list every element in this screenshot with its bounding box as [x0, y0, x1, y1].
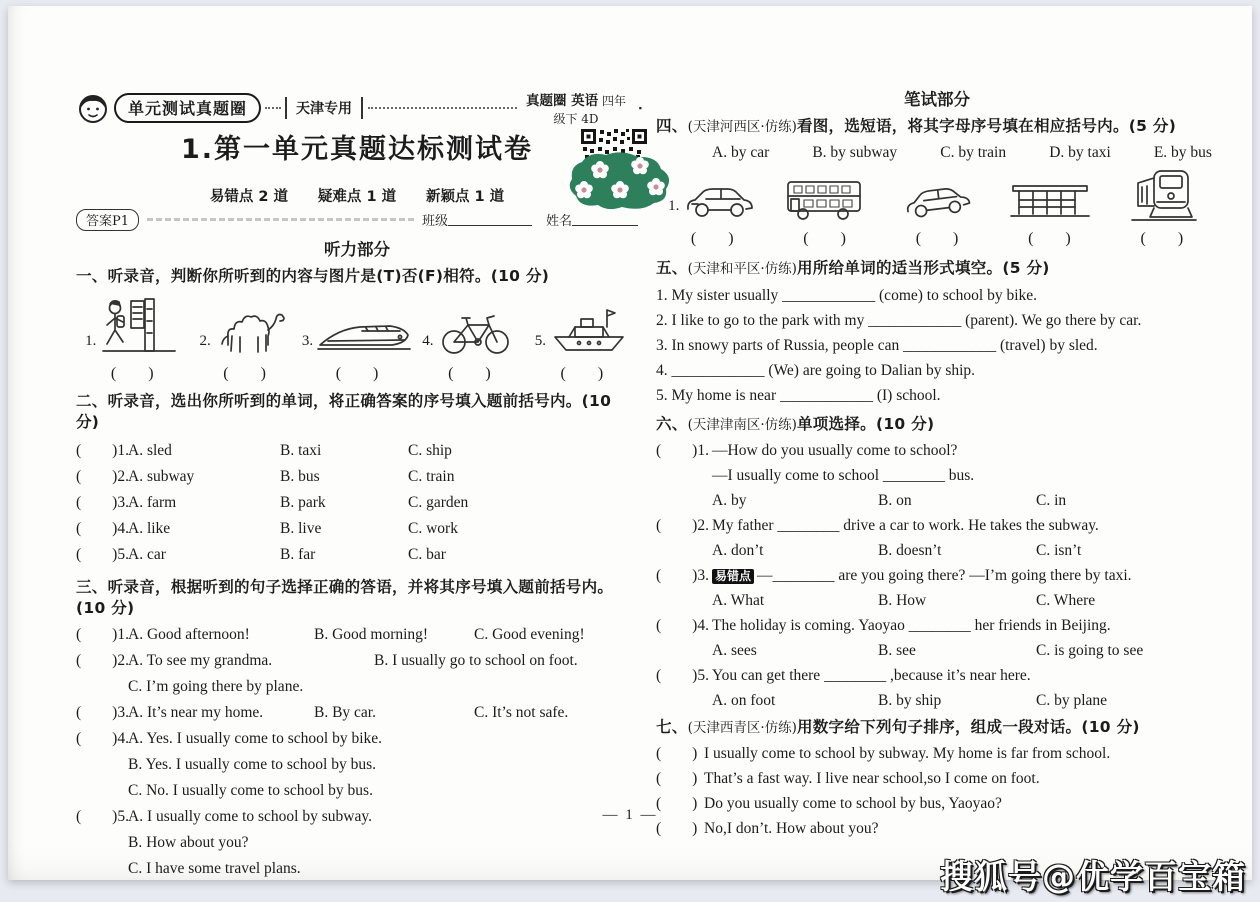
- part4-heading: [656, 116, 1218, 138]
- bicycle-icon: [437, 309, 517, 362]
- answer-bracket: ( )1.: [76, 626, 129, 643]
- name-label: 姓名: [545, 214, 572, 229]
- answer-bracket: ( )4.: [76, 730, 129, 747]
- option-c: C. No. I usually come to school by bus.: [128, 782, 373, 799]
- option-a: A. Yes. I usually come to school by bike.: [128, 730, 383, 747]
- part4-item-5: [1106, 169, 1218, 227]
- part3-heading: 三、听录音，根据听到的句子选择正确的答语，并将其序号填入题前括号内。(10 分): [76, 578, 614, 617]
- option-b: B. by subway: [812, 144, 898, 161]
- series-grade: 四年级下 4D: [553, 93, 627, 126]
- item-number: 1.: [668, 198, 680, 214]
- part5-region: (天津和平区·仿练): [687, 261, 797, 277]
- option-a: A. Good afternoon!: [128, 626, 250, 643]
- question-row: [76, 648, 638, 674]
- flower-sticker-icon: [564, 146, 676, 212]
- options-row: [656, 538, 1218, 563]
- question-text: You can get there ________ ,because it’s near here.: [712, 667, 1031, 684]
- answer-bracket: ( )2.: [76, 652, 129, 669]
- part1-picture-row: [76, 292, 638, 362]
- option-b: B. live: [280, 520, 322, 537]
- option-b: B. How about you?: [128, 834, 249, 851]
- answer-bracket: ( ): [915, 230, 959, 247]
- question-text: The holiday is coming. Yaoyao ________ her friends in Beijing.: [712, 617, 1111, 634]
- answer-bracket: ( ): [1140, 230, 1184, 247]
- part4-item-4: [993, 169, 1105, 227]
- question-row: [76, 516, 638, 542]
- question-row: [656, 563, 1218, 588]
- option-b: B. Yes. I usually come to school by bus.: [128, 756, 376, 773]
- option-c: C. isn’t: [1036, 542, 1082, 559]
- options-row: [656, 688, 1218, 713]
- answer-bracket: ( ): [448, 365, 491, 382]
- answer-ref-badge: 答案P1: [76, 209, 139, 231]
- test-paper-sheet: [8, 6, 1252, 880]
- option-b: B. on: [878, 492, 912, 509]
- fill-blank-item: 4. ____________ (We) are going to Dalian by ship.: [656, 362, 976, 379]
- part1-item-3: [301, 292, 413, 362]
- part4-picture-row: [656, 169, 1218, 227]
- answer-bracket: ( )4.: [76, 520, 129, 537]
- option-a: A. sled: [128, 442, 172, 459]
- written-section-title: 笔试部分: [904, 90, 970, 109]
- part7-heading-text: 用数字给下列句子排序，组成一段对话。(10 分): [796, 718, 1140, 736]
- option-c: C. garden: [408, 494, 469, 511]
- part1-heading: 一、听录音，判断你所听到的内容与图片是(T)否(F)相符。(10 分): [76, 267, 550, 285]
- option-b: B. Good morning!: [314, 626, 429, 643]
- question-text: —How do you usually come to school?: [712, 442, 958, 459]
- option-c: C. Where: [1036, 592, 1096, 609]
- answer-bracket: ( )3.: [656, 567, 709, 584]
- part2-rows: [76, 438, 638, 568]
- question-row: [76, 778, 638, 804]
- fill-blank-item: 3. In snowy parts of Russia, people can ____________ (travel) by sled.: [656, 337, 1098, 354]
- option-b: B. doesn’t: [878, 542, 942, 559]
- option-a: A. subway: [128, 468, 195, 485]
- question-row: [76, 490, 638, 516]
- boy-walking-icon: [99, 295, 179, 362]
- question-row: [76, 438, 638, 464]
- option-a: A. car: [128, 546, 166, 563]
- option-a: A. by: [712, 492, 747, 509]
- sedan-icon: [901, 180, 973, 227]
- answer-bracket: ( ): [656, 770, 698, 787]
- class-blank: [448, 213, 532, 226]
- part4-phrase-options: [656, 144, 1218, 164]
- part4-number: 四、: [656, 117, 688, 135]
- answer-bracket: ( ): [223, 365, 266, 382]
- answer-bracket: ( )3.: [76, 704, 129, 721]
- question-row: [76, 674, 638, 700]
- question-row: [76, 700, 638, 726]
- ship-icon: [549, 303, 629, 362]
- part6-items: [656, 438, 1218, 713]
- part5-heading: [656, 258, 1218, 280]
- part3-rows: [76, 622, 638, 882]
- part1-item-1: [76, 292, 188, 362]
- left-column: [76, 82, 642, 882]
- option-a: A. To see my grandma.: [128, 652, 273, 669]
- corner-mark: ▪: [638, 102, 642, 113]
- part7-number: 七、: [656, 718, 688, 736]
- option-b: B. taxi: [280, 442, 322, 459]
- right-column: [656, 82, 1218, 882]
- option-c: C. work: [408, 520, 458, 537]
- options-row: [656, 638, 1218, 663]
- options-row: [656, 588, 1218, 613]
- question-row: [656, 613, 1218, 638]
- error-prone-badge: 易错点: [712, 569, 754, 584]
- option-c: C. by train: [940, 144, 1007, 161]
- option-c: C. Good evening!: [474, 626, 585, 643]
- option-c: C. is going to see: [1036, 642, 1144, 659]
- part4-answer-brackets: [656, 230, 1218, 249]
- option-c: C. in: [1036, 492, 1067, 509]
- option-a: A. farm: [128, 494, 177, 511]
- answer-bracket: ( ): [110, 365, 154, 382]
- answer-bracket: ( )4.: [656, 617, 709, 634]
- option-c: C. It’s not safe.: [474, 704, 569, 721]
- option-c: C. bar: [408, 546, 446, 563]
- sentence-text: I usually come to school by subway. My home is far from school.: [704, 745, 1111, 762]
- sentence-ordering-item: [656, 766, 1218, 791]
- answer-bracket: ( )5.: [76, 546, 129, 563]
- item-number: 5.: [534, 333, 546, 349]
- answer-bracket: ( )2.: [656, 517, 709, 534]
- question-row: [76, 726, 638, 752]
- part6-region: (天津津南区·仿练): [687, 417, 797, 433]
- question-row: [76, 856, 638, 882]
- part5-number: 五、: [656, 259, 688, 277]
- answer-bracket: ( ): [656, 745, 698, 762]
- item-number: 3.: [301, 333, 314, 349]
- part4-item-2: [768, 169, 880, 227]
- option-e: E. by bus: [1153, 144, 1212, 161]
- answer-bracket: ( ): [560, 365, 604, 382]
- part4-region: (天津河西区·仿练): [687, 119, 797, 135]
- option-b: B. I usually go to school on foot.: [374, 652, 578, 669]
- part7-heading: [656, 717, 1218, 739]
- part5-heading-text: 用所给单词的适当形式填空。(5 分): [796, 259, 1050, 277]
- page-title: 1.第一单元真题达标测试卷: [180, 134, 534, 165]
- series-info: [522, 89, 642, 128]
- subway-station-icon: [1007, 176, 1091, 227]
- part1-item-2: [188, 292, 300, 362]
- double-decker-bus-icon: [783, 176, 867, 227]
- part7-region: (天津西青区·仿练): [687, 720, 797, 736]
- option-b: B. far: [280, 546, 316, 563]
- option-c: C. by plane: [1036, 692, 1108, 709]
- option-b: B. How: [878, 592, 927, 609]
- option-b: B. bus: [280, 468, 320, 485]
- question-row: [76, 464, 638, 490]
- fill-blank-item: 5. My home is near ____________ (I) school.: [656, 387, 941, 404]
- option-c: C. ship: [408, 442, 452, 459]
- part4-heading-text: 看图，选短语，将其字母序号填在相应括号内。(5 分): [796, 117, 1177, 135]
- option-b: B. by ship: [878, 692, 942, 709]
- answer-bracket: ( )5.: [76, 808, 129, 825]
- option-b: B. see: [878, 642, 916, 659]
- answer-bracket: ( ): [690, 230, 734, 247]
- question-row: [656, 513, 1218, 538]
- brand-logo: 单元测试真题圈: [114, 93, 261, 123]
- answer-bracket: ( ): [656, 820, 698, 837]
- camel-icon: [214, 303, 290, 362]
- sentence-text: That’s a fast way. I live near school,so I come on foot.: [704, 770, 1040, 787]
- sentence-ordering-item: [656, 791, 1218, 816]
- difficulty-stats: [76, 185, 638, 205]
- stat-novel: 新颖点 1 道: [425, 189, 505, 205]
- watermark: 搜狐号@优学百宝箱: [940, 857, 1246, 896]
- option-c: C. I’m going there by plane.: [128, 678, 304, 695]
- answer-reference-row: [76, 210, 638, 229]
- fill-blank-item: 1. My sister usually ____________ (come) to school by bike.: [656, 287, 1037, 304]
- dotted-divider: [368, 107, 517, 109]
- sentence-text: Do you usually come to school by bus, Yaoyao?: [704, 795, 1002, 812]
- dashed-rule: [147, 218, 414, 221]
- question-text: —________ are you going there? —I’m going there by taxi.: [757, 567, 1132, 584]
- answer-bracket: ( )3.: [76, 494, 129, 511]
- option-a: A. by car: [712, 144, 770, 161]
- item-number: 4.: [422, 333, 434, 349]
- edition-label: 天津专用: [285, 97, 363, 119]
- answer-bracket: ( )2.: [76, 468, 129, 485]
- option-a: A. What: [712, 592, 765, 609]
- car-icon: [682, 180, 756, 227]
- item-number: 1.: [85, 333, 97, 349]
- question-row: [76, 622, 638, 648]
- question-text: —I usually come to school ________ bus.: [712, 467, 975, 484]
- option-a: A. sees: [712, 642, 757, 659]
- part6-heading-text: 单项选择。(10 分): [796, 415, 935, 433]
- option-a: A. It’s near my home.: [128, 704, 264, 721]
- header-brand-row: [76, 92, 642, 126]
- question-row: [656, 463, 1218, 488]
- mascot-face-icon: [76, 91, 110, 125]
- option-b: B. By car.: [314, 704, 376, 721]
- answer-bracket: ( )1.: [656, 442, 709, 459]
- option-a: A. like: [128, 520, 171, 537]
- bullet-train-icon: [316, 315, 412, 362]
- option-a: A. I usually come to school by subway.: [128, 808, 372, 825]
- dotted-divider: [265, 107, 281, 109]
- item-number: 2.: [199, 333, 211, 349]
- page-number: — 1 —: [602, 807, 658, 823]
- question-row: [656, 663, 1218, 688]
- train-icon: [1124, 166, 1200, 227]
- option-a: A. on foot: [712, 692, 776, 709]
- option-c: C. train: [408, 468, 455, 485]
- option-a: A. don’t: [712, 542, 764, 559]
- sentence-text: No,I don’t. How about you?: [704, 820, 879, 837]
- option-b: B. park: [280, 494, 326, 511]
- answer-bracket: ( ): [656, 795, 698, 812]
- listening-section-title: 听力部分: [324, 240, 390, 259]
- options-row: [656, 488, 1218, 513]
- part2-heading: 二、听录音，选出你所听到的单词，将正确答案的序号填入题前括号内。(10 分): [76, 392, 612, 431]
- sentence-ordering-item: [656, 816, 1218, 841]
- fill-blank-item: 2. I like to go to the park with my ____________ (parent). We go there by car.: [656, 312, 1142, 329]
- answer-bracket: ( ): [335, 365, 379, 382]
- series-subject: 真题圈 英语: [525, 92, 599, 109]
- question-row: [656, 438, 1218, 463]
- part4-item-3: [881, 169, 993, 227]
- question-row: [76, 804, 638, 830]
- class-label: 班级: [421, 214, 448, 229]
- sentence-ordering-item: [656, 741, 1218, 766]
- answer-bracket: ( )5.: [656, 667, 709, 684]
- name-blank: [572, 213, 638, 226]
- stat-error-prone: 易错点 2 道: [209, 189, 289, 205]
- answer-bracket: ( )1.: [76, 442, 129, 459]
- option-c: C. I have some travel plans.: [128, 860, 301, 877]
- part6-number: 六、: [656, 415, 688, 433]
- stat-difficult: 疑难点 1 道: [317, 189, 397, 205]
- answer-bracket: ( ): [803, 230, 846, 247]
- question-row: [76, 830, 638, 856]
- part1-item-4: [413, 292, 525, 362]
- question-text: My father ________ drive a car to work. He takes the subway.: [712, 517, 1099, 534]
- question-row: [76, 542, 638, 568]
- part5-items: [656, 283, 1218, 408]
- question-row: [76, 752, 638, 778]
- part1-answer-brackets: [76, 365, 638, 384]
- answer-bracket: ( ): [1028, 230, 1071, 247]
- part7-items: [656, 741, 1218, 841]
- part1-item-5: [526, 292, 638, 362]
- option-d: D. by taxi: [1049, 144, 1111, 161]
- part6-heading: [656, 414, 1218, 436]
